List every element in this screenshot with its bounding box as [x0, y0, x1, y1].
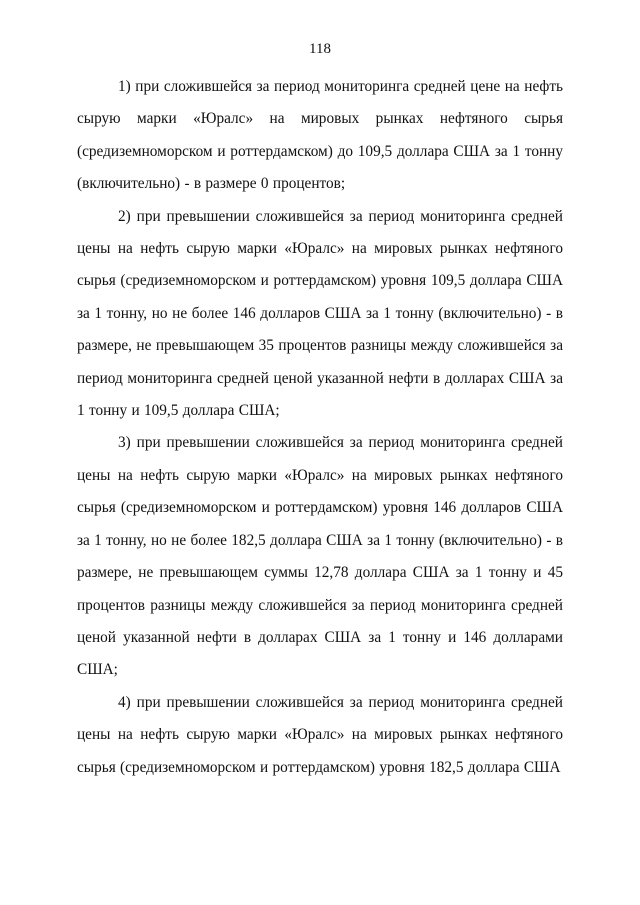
paragraph-item-1: 1) при сложившейся за период мониторинга средней цене на нефть сырую марки «Юралс» на мировых рынках нефтяного сырья (средиземноморском и роттердамском) до 109,5 доллара США за 1 тонну (включительно) - в размере 0 процентов; [77, 78, 563, 193]
paragraph-item-2: 2) при превышении сложившейся за период мониторинга средней цены на нефть сырую марки «Юралс» на мировых рынках нефтяного сырья (средиземноморском и роттердамском) уровня 109,5 доллара США за 1 тонну, но не более 146 долларов США за 1 тонну (включительно) - в размере, не превышающем 35 процентов разницы между сложившейся за период мониторинга средней ценой указанной нефти в долларах США за 1 тонну и 109,5 доллара США; [77, 207, 563, 420]
paragraph-item-4: 4) при превышении сложившейся за период мониторинга средней цены на нефть сырую марки «Юралс» на мировых рынках нефтяного сырья (средиземноморском и роттердамском) уровня 182,5 доллара США [77, 693, 563, 776]
page-number: 118 [309, 41, 331, 57]
document-body [77, 71, 563, 784]
paragraph-item-3: 3) при превышении сложившейся за период мониторинга средней цены на нефть сырую марки «Юралс» на мировых рынках нефтяного сырья (средиземноморском и роттердамском) уровня 146 долларов США за 1 тонну, но не более 182,5 доллара США за 1 тонну (включительно) - в размере, не превышающем суммы 12,78 доллара США за 1 тонну и 45 процентов разницы между сложившейся за период мониторинга средней ценой указанной нефти в долларах США за 1 тонну и 146 долларами США; [77, 434, 563, 679]
